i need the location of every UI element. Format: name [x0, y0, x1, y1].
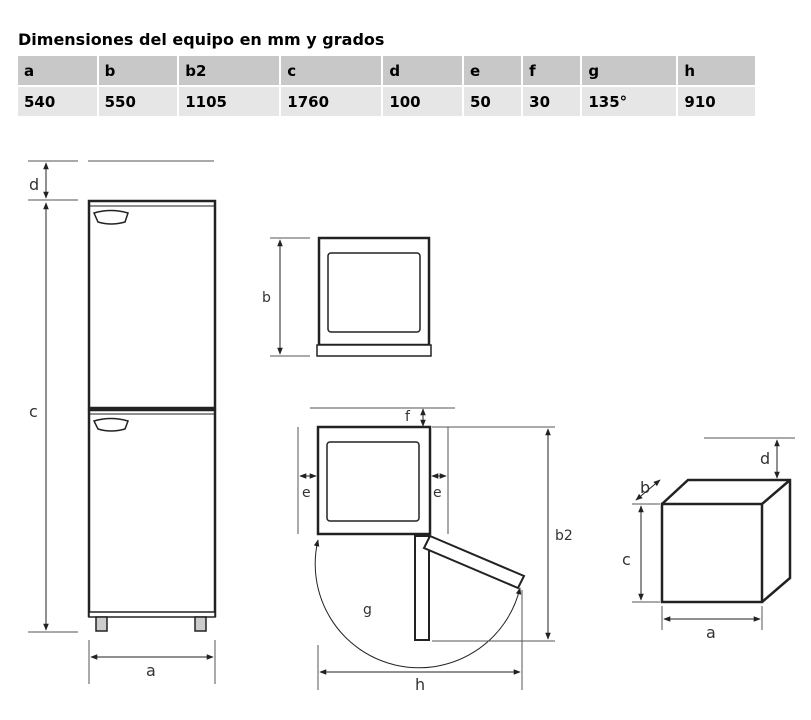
header-h: h	[678, 56, 755, 85]
label-a-front: a	[146, 661, 156, 680]
header-a: a	[18, 56, 99, 85]
open-door-view	[298, 408, 555, 690]
header-b: b	[99, 56, 180, 85]
value-b2: 1105	[179, 85, 281, 116]
fridge-bottom-door	[89, 410, 215, 616]
header-b2: b2	[179, 56, 281, 85]
label-e-left: e	[302, 485, 311, 501]
box-front-face	[662, 504, 762, 602]
value-b: 550	[99, 85, 180, 116]
header-e: e	[464, 56, 523, 85]
label-h: h	[415, 675, 426, 694]
label-b-box: b	[640, 478, 651, 497]
value-g: 135°	[582, 85, 678, 116]
box-view	[632, 438, 795, 630]
top-view	[270, 238, 431, 356]
value-d: 100	[383, 85, 464, 116]
label-b-top: b	[262, 290, 271, 306]
label-d-front: d	[29, 175, 40, 194]
value-a: 540	[18, 85, 99, 116]
page-title: Dimensiones del equipo en mm y grados	[18, 30, 385, 49]
header-c: c	[281, 56, 383, 85]
label-g: g	[363, 602, 372, 618]
label-f: f	[405, 409, 410, 425]
value-h: 910	[678, 85, 755, 116]
value-f: 30	[523, 85, 582, 116]
open-door-angled	[424, 536, 524, 588]
label-c-front: c	[29, 402, 38, 421]
label-c-box: c	[622, 550, 631, 569]
open-view-body	[318, 427, 430, 534]
fridge-top-door	[89, 201, 215, 408]
value-e: 50	[464, 85, 523, 116]
open-door-panel	[415, 536, 429, 640]
header-g: g	[582, 56, 678, 85]
fridge-foot-left	[96, 617, 107, 631]
bottom-door-handle	[94, 419, 128, 432]
top-door-handle	[94, 211, 128, 225]
label-a-box: a	[706, 623, 716, 642]
header-f: f	[523, 56, 582, 85]
header-d: d	[383, 56, 464, 85]
label-b2: b2	[555, 528, 573, 544]
front-view	[28, 161, 215, 684]
top-view-body	[319, 238, 429, 345]
label-e-right: e	[433, 485, 442, 501]
value-c: 1760	[281, 85, 383, 116]
label-d-box: d	[760, 449, 771, 468]
fridge-foot-right	[195, 617, 206, 631]
top-view-door	[317, 345, 431, 356]
